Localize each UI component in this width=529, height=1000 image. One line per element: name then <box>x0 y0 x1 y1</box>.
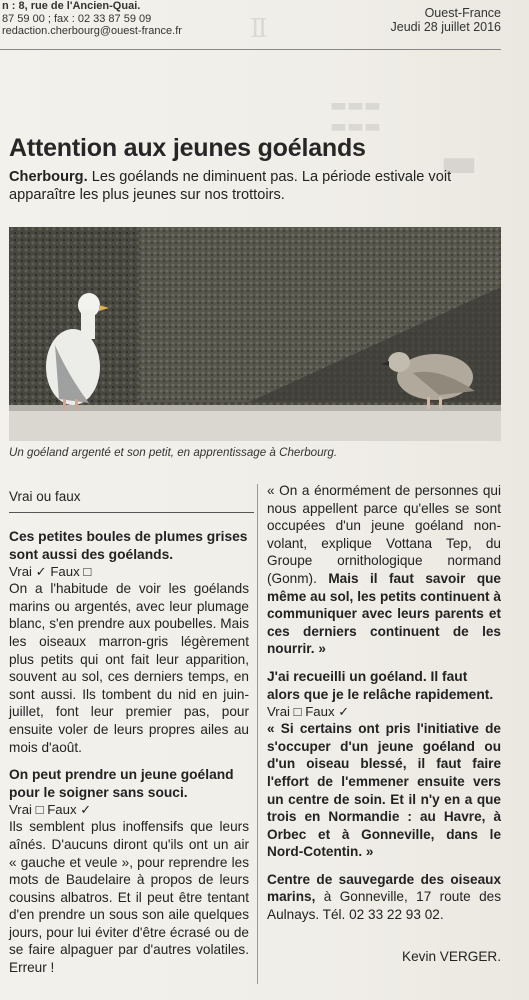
article-headline: Attention aux jeunes goélands <box>9 134 366 162</box>
header-rule <box>0 49 501 50</box>
contact-email: redaction.cherbourg@ouest-france.fr <box>2 25 182 37</box>
contact-info <box>2 0 182 38</box>
quote-1 <box>267 482 501 658</box>
masthead <box>391 6 502 34</box>
section-title: Vrai ou faux <box>9 489 81 504</box>
column-divider <box>257 484 258 984</box>
ledge <box>9 409 501 441</box>
question-2-title: On peut prendre un jeune goéland pour le soigner sans souci. <box>9 767 234 800</box>
gulls-photo-illustration <box>9 227 501 441</box>
question-3-answer: Vrai □ Faux ✓ <box>267 704 350 720</box>
paper-name: Ouest-France <box>424 6 501 20</box>
question-1-answer: Vrai ✓ Faux □ <box>9 564 92 580</box>
right-column <box>267 482 501 965</box>
article-photo <box>9 227 501 441</box>
quote-1-intro: « On a énormément de personnes qui nous appellent parce qu'elles se sont occupées d'un jeune goéland non-volant, explique Vottana Tep, du Groupe ornithologique normand (Gonm). <box>267 483 501 586</box>
question-2-answer: Vrai □ Faux ✓ <box>9 802 92 818</box>
contact-phone: 87 59 00 ; fax : 02 33 87 59 09 <box>2 12 152 25</box>
care-center <box>267 871 501 924</box>
question-2-body: Ils semblent plus inoffensifs que leurs aînés. D'aucuns diront qu'ils ont un air « gauche et veule », pour reprendre les mots de Baudelaire à propos de leurs cousins albatros. Et il peut être tentant d'en prendre un sous son aile quelques jours, pour lui éviter d'être écrasé ou de se faire alpaguer par d'autres volatiles. Erreur ! <box>9 819 249 976</box>
care-center-name: Centre de sauvegarde des oiseaux marins, <box>267 871 501 905</box>
issue-date: Jeudi 28 juillet 2016 <box>390 20 501 34</box>
page-header <box>0 0 529 50</box>
question-1-title: Ces petites boules de plumes grises sont aussi des goélands. <box>9 529 248 562</box>
author-signature: Kevin VERGER. <box>402 948 501 964</box>
care-center-address: à Gonneville, 17 route des Aulnays. Tél. 02 33 22 93 02. <box>267 889 501 923</box>
section-rule <box>9 512 254 513</box>
question-1-body: On a l'habitude de voir les goélands marins ou argentés, avec leur plumage blanc, s'en prendre aux poubelles. Mais les oiseaux marron-gris légèrement plus petits qui ont fait leur apparition, souvent au sol, ces derniers temps, en sont aussi. Ils tombent du nid en juin-juillet, font leur premier pas, pour ensuite voler de leurs propres ailes au mois d'août. <box>9 581 249 755</box>
question-3-title: J'ai recueilli un goéland. Il faut alors que je le relâche rapidement. <box>267 668 494 702</box>
quote-1-bold: Mais il faut savoir que même au sol, les petits continuent à communiquer avec leurs parents et ces derniers continuent de les nourrir. » <box>267 570 501 657</box>
article-lead <box>9 168 499 204</box>
left-column <box>9 528 249 977</box>
photo-caption: Un goéland argenté et son petit, en apprentissage à Cherbourg. <box>9 446 338 459</box>
lead-place: Cherbourg. <box>9 169 88 185</box>
lead-text: Les goélands ne diminuent pas. La période estivale voit apparaître les plus jeunes sur nos trottoirs. <box>9 169 452 203</box>
contact-address: n : 8, rue de l'Ancien-Quai. <box>2 0 141 12</box>
question-3-body: « Si certains ont pris l'initiative de s'occuper d'un jeune goéland ou d'un oiseau blessé, il faut faire l'effort de l'emmener ensuite vers un centre de soin. Et il n'y en a que trois en Normandie : au Havre, à Orbec et à Gonneville, dans le Nord-Cotentin. » <box>267 721 501 860</box>
